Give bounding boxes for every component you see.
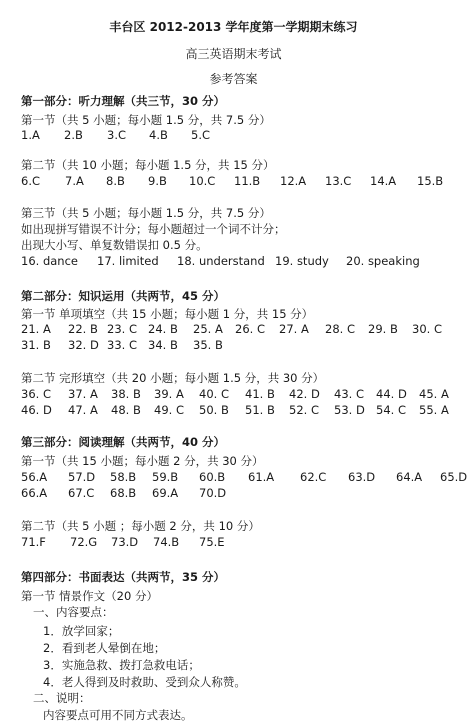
answer: 55. A xyxy=(419,403,449,417)
answer: 70.D xyxy=(199,486,227,500)
answer: 56.A xyxy=(21,470,48,484)
part2-heading: 第二部分：知识运用（共两节，45 分） xyxy=(21,289,226,303)
explain-heading: 二、说明： xyxy=(33,691,91,705)
content-point: 3．实施急救、拨打急救电话； xyxy=(43,658,200,672)
answer: 24. B xyxy=(148,322,178,336)
answer: 36. C xyxy=(21,387,51,401)
answer: 2.B xyxy=(64,128,83,142)
answer: 5.C xyxy=(191,128,211,142)
part1-sec1-heading: 第一节（共 5 小题；每小题 1.5 分，共 7.5 分） xyxy=(21,113,271,127)
answer: 53. D xyxy=(334,403,365,417)
answer: 1.A xyxy=(21,128,40,142)
answer: 75.E xyxy=(199,535,225,549)
answer: 10.C xyxy=(189,174,216,188)
answer: 26. C xyxy=(235,322,265,336)
content-point: 4．老人得到及时救助、受到众人称赞。 xyxy=(43,675,246,689)
answer: 74.B xyxy=(153,535,180,549)
content-point: 1．放学回家； xyxy=(43,624,120,638)
answer: 15.B xyxy=(417,174,444,188)
answer: 51. B xyxy=(245,403,275,417)
part1-sec3-note2: 出现大小写、单复数错误扣 0.5 分。 xyxy=(21,238,208,252)
answer: 57.D xyxy=(68,470,96,484)
answer: 64.A xyxy=(396,470,423,484)
content-point: 2．看到老人晕倒在地； xyxy=(43,641,166,655)
answer: 69.A xyxy=(152,486,179,500)
answer: 38. B xyxy=(111,387,141,401)
answer: 47. A xyxy=(68,403,98,417)
answer: 48. B xyxy=(111,403,141,417)
answer: 3.C xyxy=(107,128,127,142)
answer: 41. B xyxy=(245,387,275,401)
explain-text: 内容要点可用不同方式表达。 xyxy=(43,708,193,722)
part3-sec1-heading: 第一节（共 15 小题；每小题 2 分，共 30 分） xyxy=(21,454,264,468)
answer: 27. A xyxy=(279,322,309,336)
answer: 49. C xyxy=(154,403,184,417)
answer: 71.F xyxy=(21,535,46,549)
answer: 29. B xyxy=(368,322,398,336)
answer: 30. C xyxy=(412,322,442,336)
answer: 14.A xyxy=(370,174,397,188)
answer: 33. C xyxy=(107,338,137,352)
answer: 9.B xyxy=(148,174,167,188)
document-subtitle: 高三英语期末考试 xyxy=(185,47,282,61)
answer: 58.B xyxy=(110,470,137,484)
part1-sec2-heading: 第二节（共 10 小题；每小题 1.5 分，共 15 分） xyxy=(21,158,275,172)
part1-sec3-heading: 第三节（共 5 小题；每小题 1.5 分，共 7.5 分） xyxy=(21,206,271,220)
part2-sec1-heading: 第一节 单项填空（共 15 小题；每小题 1 分，共 15 分） xyxy=(21,307,314,321)
answer: 62.C xyxy=(300,470,327,484)
answer: 6.C xyxy=(21,174,41,188)
answer: 72.G xyxy=(70,535,98,549)
answer: 20. speaking xyxy=(346,254,420,268)
answer: 45. A xyxy=(419,387,449,401)
answer: 4.B xyxy=(149,128,168,142)
answer: 66.A xyxy=(21,486,48,500)
part3-heading: 第三部分：阅读理解（共两节，40 分） xyxy=(21,435,226,449)
answer: 35. B xyxy=(193,338,223,352)
answer: 50. B xyxy=(199,403,229,417)
answer: 11.B xyxy=(234,174,261,188)
answer: 12.A xyxy=(280,174,307,188)
answer: 63.D xyxy=(348,470,376,484)
answer: 65.D xyxy=(440,470,467,484)
answer: 13.C xyxy=(325,174,352,188)
answer: 28. C xyxy=(325,322,355,336)
content-points-heading: 一、内容要点： xyxy=(33,605,114,619)
answer: 54. C xyxy=(376,403,406,417)
answer: 22. B xyxy=(68,322,98,336)
answer: 19. study xyxy=(275,254,329,268)
answer: 60.B xyxy=(199,470,226,484)
answer: 16. dance xyxy=(21,254,78,268)
part1-sec3-note1: 如出现拼写错误不计分；每小题超过一个词不计分； xyxy=(21,222,286,236)
answer: 73.D xyxy=(111,535,139,549)
part3-sec2-heading: 第二节（共 5 小题 ；每小题 2 分，共 10 分） xyxy=(21,519,260,533)
answer: 34. B xyxy=(148,338,178,352)
answer: 61.A xyxy=(248,470,275,484)
answer: 7.A xyxy=(65,174,84,188)
part2-sec2-heading: 第二节 完形填空（共 20 小题；每小题 1.5 分，共 30 分） xyxy=(21,371,325,385)
part1-heading: 第一部分：听力理解（共三节，30 分） xyxy=(21,94,226,108)
answer: 40. C xyxy=(199,387,229,401)
part4-sec1-heading: 第一节 情景作文（20 分） xyxy=(21,589,158,603)
answer: 68.B xyxy=(110,486,137,500)
part4-heading: 第四部分：书面表达（共两节，35 分） xyxy=(21,570,226,584)
answer: 31. B xyxy=(21,338,51,352)
document-title: 丰台区 2012-2013 学年度第一学期期末练习 xyxy=(109,20,358,34)
reference-answers-label: 参考答案 xyxy=(209,72,258,86)
answer: 39. A xyxy=(154,387,184,401)
answer: 25. A xyxy=(193,322,223,336)
answer: 8.B xyxy=(106,174,125,188)
answer: 32. D xyxy=(68,338,99,352)
answer: 43. C xyxy=(334,387,364,401)
answer: 37. A xyxy=(68,387,98,401)
answer: 42. D xyxy=(289,387,320,401)
answer: 59.B xyxy=(152,470,179,484)
answer: 44. D xyxy=(376,387,407,401)
answer: 46. D xyxy=(21,403,52,417)
answer: 21. A xyxy=(21,322,51,336)
answer: 23. C xyxy=(107,322,137,336)
answer: 52. C xyxy=(289,403,319,417)
answer: 67.C xyxy=(68,486,95,500)
answer: 17. limited xyxy=(97,254,159,268)
answer: 18. understand xyxy=(177,254,265,268)
